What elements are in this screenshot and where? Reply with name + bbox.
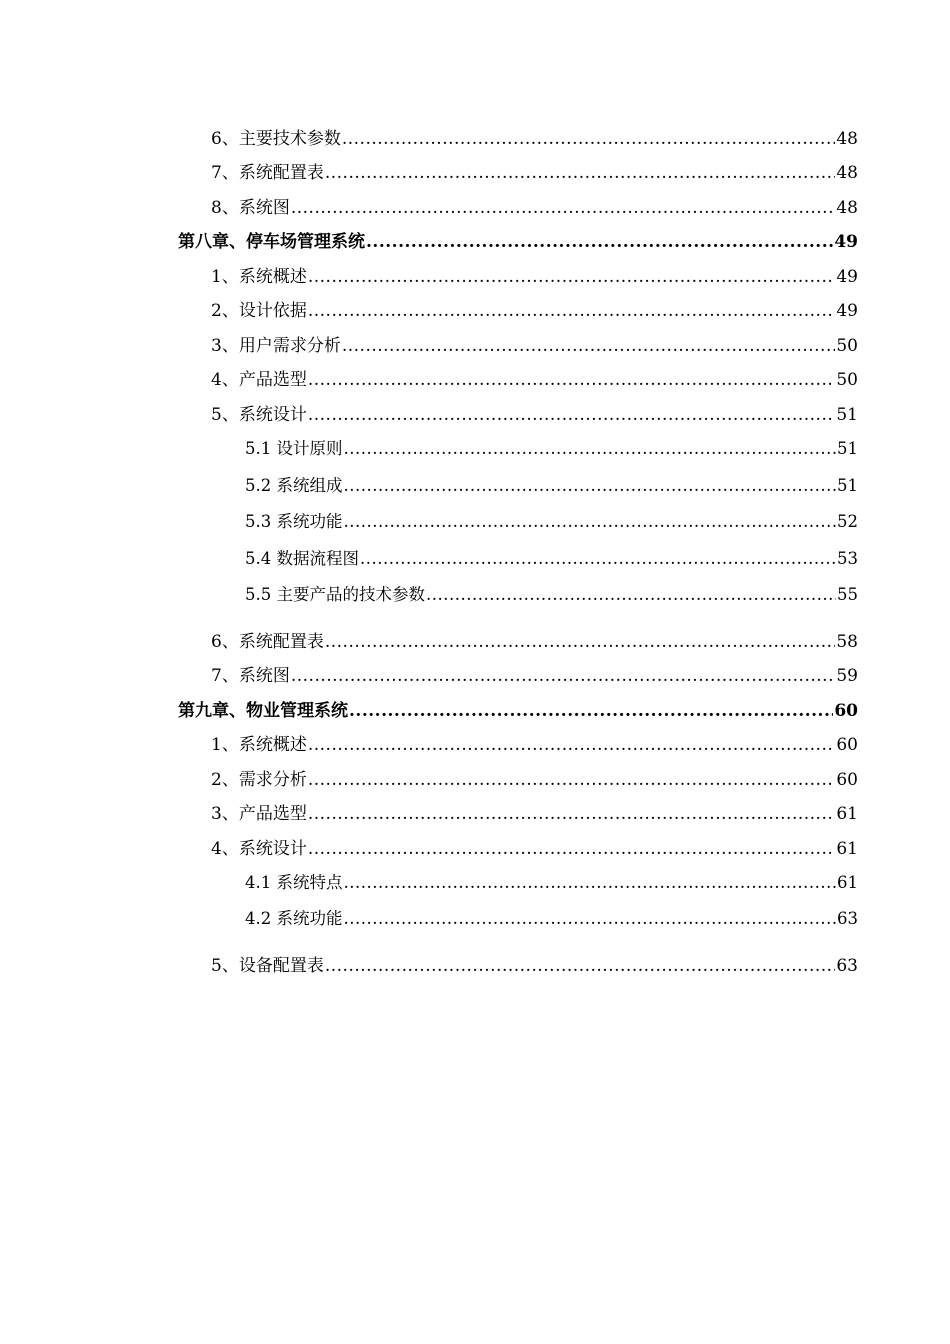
toc-leader-dots xyxy=(308,266,836,288)
toc-leader-dots xyxy=(291,665,836,687)
toc-entry-page: 49 xyxy=(836,267,858,287)
toc-entry-title: 5、系统设计 xyxy=(211,405,307,425)
toc-subentry[interactable] xyxy=(245,475,858,497)
toc-entry[interactable] xyxy=(211,128,858,150)
toc-leader-dots xyxy=(308,300,836,322)
toc-subentry[interactable] xyxy=(245,584,858,606)
toc-subentry[interactable] xyxy=(245,511,858,533)
toc-leader-dots xyxy=(344,438,837,460)
toc-entry[interactable] xyxy=(211,838,858,860)
toc-leader-dots xyxy=(344,872,837,894)
toc-entry-title: 2、设计依据 xyxy=(211,301,307,321)
toc-subentry-title: 5.5 主要产品的技术参数 xyxy=(245,585,425,604)
toc-entry-title: 6、主要技术参数 xyxy=(211,129,341,149)
toc-subentry[interactable] xyxy=(245,438,858,460)
toc-entry-title: 7、系统配置表 xyxy=(211,163,324,183)
toc-entry[interactable] xyxy=(211,300,858,322)
toc-leader-dots xyxy=(308,369,836,391)
toc-chapter-title: 第九章、物业管理系统 xyxy=(178,701,348,721)
toc-entry[interactable] xyxy=(211,197,858,219)
toc-entry-title: 7、系统图 xyxy=(211,666,290,686)
toc-leader-dots xyxy=(308,769,836,791)
toc-entry-title: 3、用户需求分析 xyxy=(211,336,341,356)
toc-leader-dots xyxy=(344,475,837,497)
toc-chapter-title: 第八章、停车场管理系统 xyxy=(178,232,365,252)
toc-leader-dots xyxy=(360,548,836,570)
toc-entry-page: 51 xyxy=(836,405,858,425)
toc-subentry[interactable] xyxy=(245,908,858,930)
toc-subentry-page: 55 xyxy=(837,585,858,604)
toc-entry-page: 59 xyxy=(836,666,858,686)
toc-subentry-page: 53 xyxy=(837,549,858,568)
toc-entry-page: 48 xyxy=(836,163,858,183)
toc-entry[interactable] xyxy=(211,734,858,756)
toc-subentry[interactable] xyxy=(245,872,858,894)
toc-leader-dots xyxy=(308,734,836,756)
toc-subentry-page: 63 xyxy=(837,909,858,928)
toc-entry-title: 1、系统概述 xyxy=(211,267,307,287)
toc-leader-dots xyxy=(342,128,836,150)
toc-entry[interactable] xyxy=(211,335,858,357)
toc-entry-page: 48 xyxy=(836,129,858,149)
toc-entry[interactable] xyxy=(211,162,858,184)
toc-leader-dots xyxy=(325,631,836,653)
toc-entry-page: 61 xyxy=(836,804,858,824)
toc-leader-dots xyxy=(366,231,833,253)
toc-subentry-title: 4.1 系统特点 xyxy=(245,873,343,892)
toc-leader-dots xyxy=(308,838,836,860)
toc-entry[interactable] xyxy=(211,769,858,791)
toc-entry[interactable] xyxy=(211,404,858,426)
toc-leader-dots xyxy=(308,404,836,426)
toc-subentry-title: 4.2 系统功能 xyxy=(245,909,343,928)
toc-subentry-page: 51 xyxy=(837,439,858,458)
toc-chapter-entry[interactable] xyxy=(178,231,858,253)
toc-entry-title: 5、设备配置表 xyxy=(211,956,324,976)
toc-entry-page: 58 xyxy=(836,632,858,652)
toc-leader-dots xyxy=(308,803,836,825)
toc-entry-page: 63 xyxy=(836,956,858,976)
toc-entry[interactable] xyxy=(211,955,858,977)
toc-entry[interactable] xyxy=(211,266,858,288)
toc-entry-page: 50 xyxy=(836,336,858,356)
toc-entry-title: 4、产品选型 xyxy=(211,370,307,390)
toc-subentry-title: 5.1 设计原则 xyxy=(245,439,343,458)
toc-entry-title: 6、系统配置表 xyxy=(211,632,324,652)
toc-entry[interactable] xyxy=(211,369,858,391)
toc-leader-dots xyxy=(349,700,833,722)
toc-leader-dots xyxy=(344,511,837,533)
toc-entry-page: 48 xyxy=(836,198,858,218)
toc-chapter-page: 49 xyxy=(834,232,858,252)
toc-entry-title: 1、系统概述 xyxy=(211,735,307,755)
toc-leader-dots xyxy=(325,955,836,977)
toc-entry-title: 3、产品选型 xyxy=(211,804,307,824)
toc-entry-page: 61 xyxy=(836,839,858,859)
toc-subentry[interactable] xyxy=(245,548,858,570)
toc-chapter-page: 60 xyxy=(834,701,858,721)
toc-chapter-entry[interactable] xyxy=(178,700,858,722)
toc-entry-title: 4、系统设计 xyxy=(211,839,307,859)
toc-entry-page: 60 xyxy=(836,735,858,755)
toc-leader-dots xyxy=(426,584,836,606)
toc-subentry-title: 5.4 数据流程图 xyxy=(245,549,359,568)
toc-subentry-page: 52 xyxy=(837,512,858,531)
toc-subentry-page: 61 xyxy=(837,873,858,892)
toc-entry[interactable] xyxy=(211,803,858,825)
toc-leader-dots xyxy=(325,162,836,184)
toc-entry[interactable] xyxy=(211,631,858,653)
toc-entry-page: 49 xyxy=(836,301,858,321)
toc-subentry-title: 5.2 系统组成 xyxy=(245,476,343,495)
toc-leader-dots xyxy=(291,197,836,219)
toc-leader-dots xyxy=(342,335,836,357)
toc-entry-title: 2、需求分析 xyxy=(211,770,307,790)
toc-subentry-title: 5.3 系统功能 xyxy=(245,512,343,531)
toc-entry-title: 8、系统图 xyxy=(211,198,290,218)
toc-entry[interactable] xyxy=(211,665,858,687)
toc-leader-dots xyxy=(344,908,837,930)
toc-entry-page: 60 xyxy=(836,770,858,790)
toc-subentry-page: 51 xyxy=(837,476,858,495)
toc-entry-page: 50 xyxy=(836,370,858,390)
